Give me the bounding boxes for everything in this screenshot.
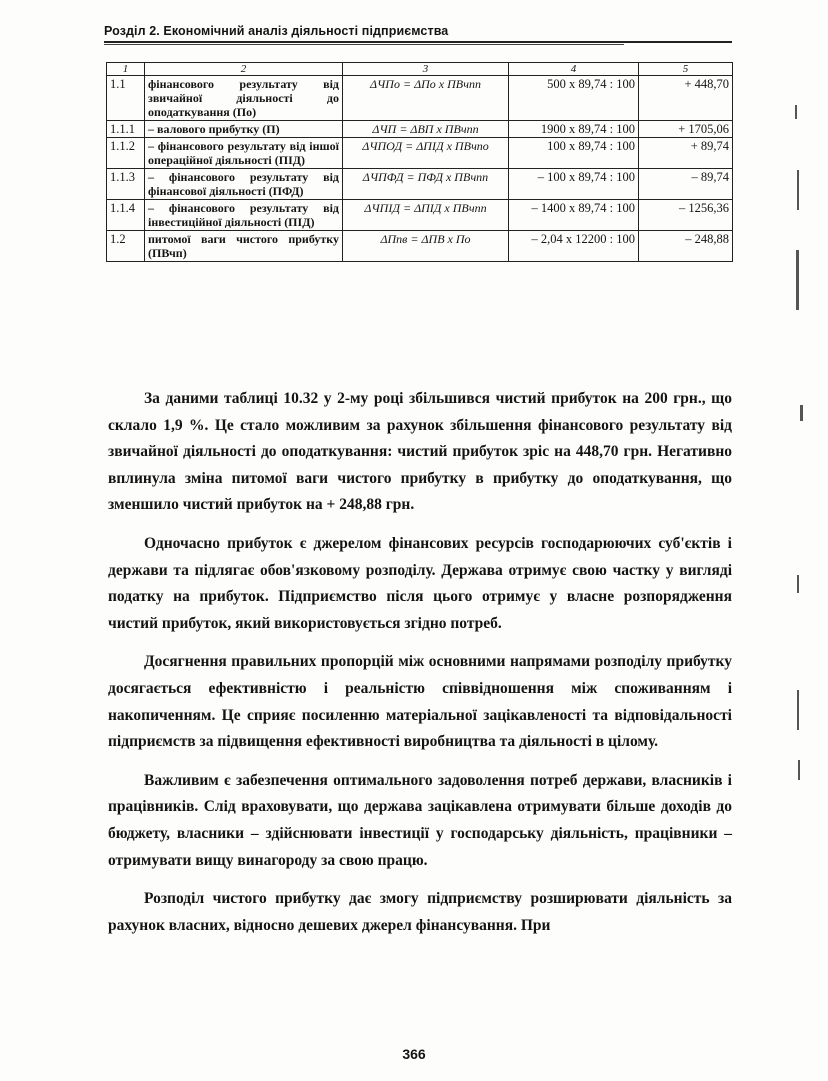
paragraph: Одночасно прибуток є джерелом фінансових ресурсів господарюючих суб'єктів і держави та підлягає обов'язковому розподілу. Держава отримує свою частку у вигляді податку на прибуток. Підприємство після цього отримує у власне розпорядження чистий прибуток, який використовується згідно потреб. bbox=[108, 534, 732, 632]
table-row bbox=[107, 200, 733, 231]
row-formula: ΔЧПо = ΔПо x ПВчпп bbox=[343, 76, 509, 121]
row-id: 1.1.3 bbox=[107, 169, 145, 200]
body-text bbox=[108, 386, 732, 951]
row-calc: – 1400 x 89,74 : 100 bbox=[509, 200, 639, 231]
row-label: питомої ваги чистого прибутку (ПВчп) bbox=[145, 231, 343, 262]
row-result: + 1705,06 bbox=[639, 121, 733, 138]
row-result: – 1256,36 bbox=[639, 200, 733, 231]
row-label: фінансового результату від звичайної діяльності до оподаткування (По) bbox=[145, 76, 343, 121]
scan-artifact bbox=[797, 575, 799, 593]
scan-artifact bbox=[798, 760, 800, 780]
header-rule bbox=[104, 41, 732, 43]
table-row bbox=[107, 169, 733, 200]
row-calc: 500 x 89,74 : 100 bbox=[509, 76, 639, 121]
row-label: – валового прибутку (П) bbox=[145, 121, 343, 138]
row-formula: ΔЧПІД = ΔПІД x ПВчпп bbox=[343, 200, 509, 231]
row-id: 1.1 bbox=[107, 76, 145, 121]
table-row bbox=[107, 231, 733, 262]
column-number: 1 bbox=[107, 63, 145, 76]
page-number: 366 bbox=[402, 1046, 426, 1062]
row-label: – фінансового результату від іншої операційної діяльності (ПІД) bbox=[145, 138, 343, 169]
row-label: – фінансового результату від фінансової діяльності (ПФД) bbox=[145, 169, 343, 200]
row-id: 1.1.4 bbox=[107, 200, 145, 231]
scan-artifact bbox=[797, 690, 799, 730]
table-row bbox=[107, 121, 733, 138]
row-calc: 100 x 89,74 : 100 bbox=[509, 138, 639, 169]
row-result: + 89,74 bbox=[639, 138, 733, 169]
row-formula: ΔПпв = ΔПВ x По bbox=[343, 231, 509, 262]
page-header: Розділ 2. Економічний аналіз діяльності підприємства bbox=[104, 24, 449, 38]
row-result: – 248,88 bbox=[639, 231, 733, 262]
paragraph: Важливим є забезпечення оптимального задоволення потреб держави, власників і працівників. Слід враховувати, що держава зацікавлена отримувати більше доходів до бюджету, власники – здійснювати інвестиції у господарську діяльність, працівники – отримувати вищу винагороду за свою працю. bbox=[108, 771, 732, 869]
row-id: 1.2 bbox=[107, 231, 145, 262]
row-calc: 1900 x 89,74 : 100 bbox=[509, 121, 639, 138]
analysis-table bbox=[106, 62, 733, 262]
row-formula: ΔЧП = ΔВП x ПВчпп bbox=[343, 121, 509, 138]
table-row bbox=[107, 138, 733, 169]
scan-artifact bbox=[795, 105, 797, 119]
scan-artifact bbox=[800, 405, 803, 421]
row-label: – фінансового результату від інвестиційної діяльності (ПІД) bbox=[145, 200, 343, 231]
column-number: 3 bbox=[343, 63, 509, 76]
row-result: + 448,70 bbox=[639, 76, 733, 121]
row-calc: – 100 x 89,74 : 100 bbox=[509, 169, 639, 200]
row-id: 1.1.1 bbox=[107, 121, 145, 138]
row-formula: ΔЧПФД = ПФД x ПВчпп bbox=[343, 169, 509, 200]
table-row bbox=[107, 76, 733, 121]
header-rule-secondary bbox=[104, 44, 624, 45]
column-number: 4 bbox=[509, 63, 639, 76]
row-formula: ΔЧПОД = ΔПІД x ПВчпо bbox=[343, 138, 509, 169]
paragraph: Досягнення правильних пропорцій між основними напрямами розподілу прибутку досягається ефективністю і реальністю співвідношення між споживанням і накопиченням. Це сприяє посиленню матеріальної зацікавленості та відповідальності підприємств за підвищення ефективності виробництва та діяльності в цілому. bbox=[108, 653, 732, 751]
paragraph: За даними таблиці 10.32 у 2-му році збільшився чистий прибуток на 200 грн., що склало 1,9 %. Це стало можливим за рахунок збільшення фінансового результату від звичайної діяльності до оподаткування: чистий прибуток зріс на 448,70 грн. Негативно вплинула зміна питомої ваги чистого прибутку в прибутку до оподаткування, що зменшило чистий прибуток на + 248,88 грн. bbox=[108, 390, 732, 514]
scan-artifact bbox=[797, 170, 799, 210]
row-calc: – 2,04 x 12200 : 100 bbox=[509, 231, 639, 262]
table-column-numbers bbox=[107, 63, 733, 76]
paragraph: Розподіл чистого прибутку дає змогу підприємству розширювати діяльність за рахунок власних, відносно дешевих джерел фінансування. При bbox=[108, 890, 732, 934]
row-result: – 89,74 bbox=[639, 169, 733, 200]
row-id: 1.1.2 bbox=[107, 138, 145, 169]
column-number: 5 bbox=[639, 63, 733, 76]
column-number: 2 bbox=[145, 63, 343, 76]
scan-artifact bbox=[796, 250, 799, 310]
